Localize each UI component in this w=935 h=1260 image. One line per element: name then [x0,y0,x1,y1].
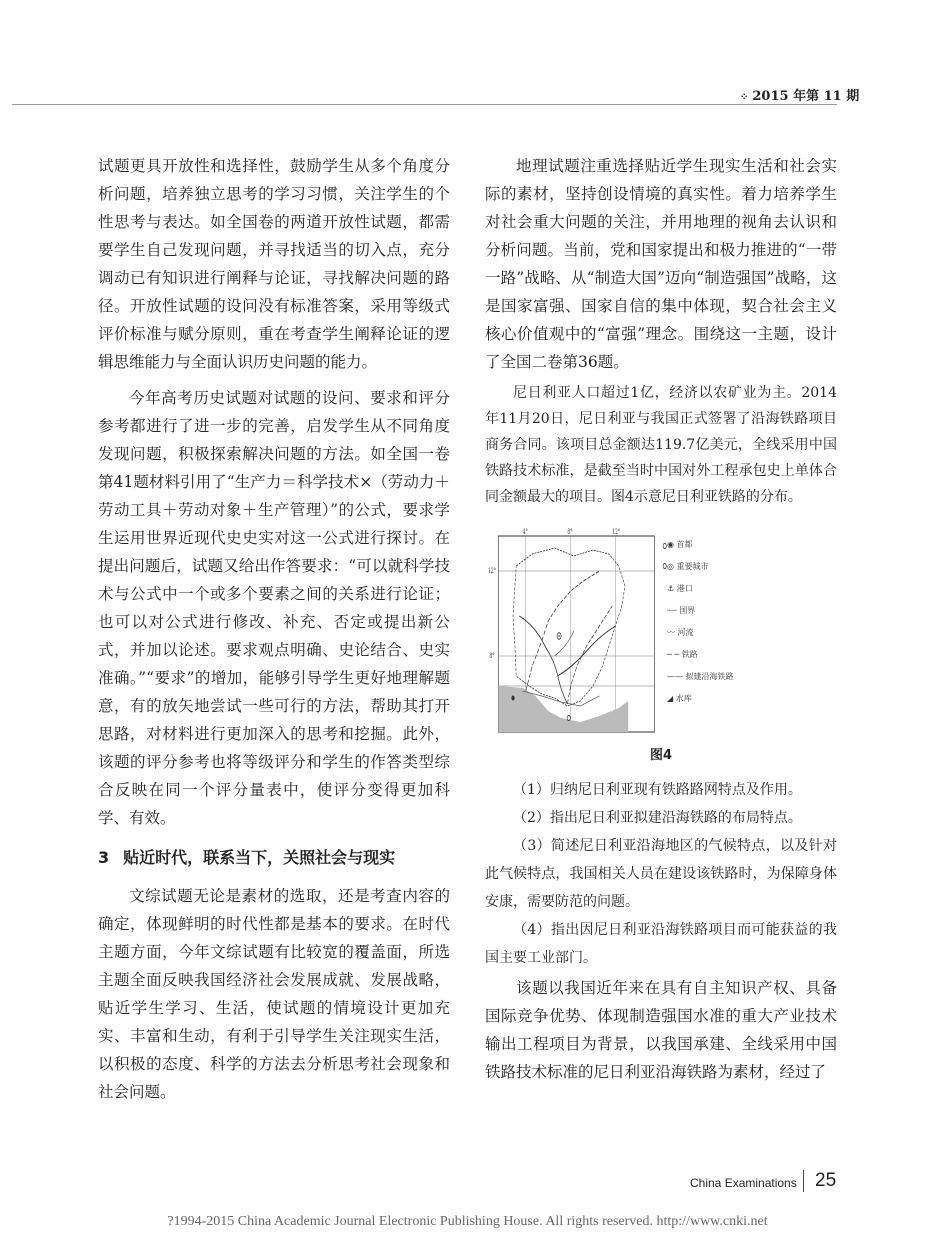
legend-capital: ◉ 首都 [667,540,693,549]
right-paragraph-3: 该题以我国近年来在具有自主知识产权、具备国际竞争优势、体现制造强国水准的重大产业技术输出工程项目为背景，以我国承建、全线采用中国铁路技术标准的尼日利亚沿海铁路为素材，经过了 [485,979,837,1081]
legend-planned-railway: —— 拟建沿海铁路 [667,672,734,681]
figure-caption: 图4 [649,748,673,763]
section-heading [98,844,450,872]
legend-port: ⚓ 港口 [667,584,693,593]
left-paragraph-1: 试题更具开放性和选择性，鼓励学生从多个角度分析问题，培养独立思考的学习习惯，关注学生的个性思考与表达。如全国卷的两道开放性试题，都需要学生自己发现问题，并寻找适当的切入点，充分调动已有知识进行阐释与论证，寻找解决问题的路径。开放性试题的设问没有标准答案，采用等级式评价标准与赋分原则，重在考查学生阐释论证的逻辑思维能力与全面认识历史问题的能力。 [98,157,450,371]
benue-river [558,626,616,676]
page-number: 25 [815,1170,837,1191]
question-2: （2）指出尼日利亚拟建沿海铁路的布局特点。 [513,810,802,826]
right-column [485,152,837,1086]
left-paragraph-3: 文综试题无论是素材的选取，还是考查内容的确定，体现鲜明的时代性都是基本的要求。在时代主题方面，今年文综试题有比较宽的覆盖面，所选主题全面反映我国经济社会发展成就、发展战略，贴近学生学习、生活，使试题的情境设计更加充实、丰富和生动，有利于引导学生关注现实生活，以积极的态度、科学的方法去分析思考社会现象和社会问题。 [98,887,450,1101]
lon-label-2: 8° [567,529,573,537]
legend-list [667,534,762,710]
lon-label-1: 4° [522,529,528,537]
lon-label-3: 12° [612,529,621,537]
section-title: 贴近时代，联系当下，关照社会与现实 [123,848,396,867]
left-column [98,152,450,1106]
left-paragraph-2: 今年高考历史试题对试题的设问、要求和评分参考都进行了进一步的完善，启发学生从不同角度发现问题，积极探索解决问题的方法。如全国一卷第41题材料引用了“生产力＝科学技术×（劳动力＋劳动工具＋劳动对象＋生产管理）”的公式，要求学生运用世界近现代史史实对这一公式进行探讨。在提出问题后，试题又给出作答要求：“可以就科学技术与公式中一个或多个要素之间的关系进行论证；也可以对公式进行修改、补充、否定或提出新公式，并加以论述。要求观点明确、史论结合、史实准确。”“要求”的增加，能够引导学生更好地理解题意，有的放矢地尝试一些可行的方法，帮助其打开思路，对材料进行更加深入的思考和挖掘。此外，该题的评分参考也将等级评分和学生的作答类型综合反映在同一个评分量表中，使评分变得更加科学、有效。 [98,389,450,827]
issue-header [740,85,859,104]
legend-reservoir: ◢ 水库 [667,694,692,703]
legend-border: ┄┄ 国界 [667,606,696,615]
nigeria-railway-map [488,526,747,736]
question-1: （1）归纳尼日利亚现有铁路路网特点及作用。 [513,782,802,798]
sea-area [498,686,628,732]
footer-divider [803,1170,804,1192]
country-border [513,548,625,706]
question-4: （4）指出因尼日利亚沿海铁路项目而可能获益的我国主要工业部门。 [485,922,837,966]
legend-city: ◎ 重要城市 [667,562,709,571]
port-marker [511,696,514,701]
section-number: 3 [98,848,110,867]
right-paragraph-1: 地理试题注重选择贴近学生现实生活和社会实际的素材，坚持创设情境的真实性。着力培养学生对社会重大问题的关注，并用地理的视角去认识和分析问题。当前，党和国家提出和极力推进的“一带一路”战略、从“制造大国”迈向“制造强国”战略，这是国家富强、国家自信的集中体现，契合社会主义核心价值观中的“富强”理念。围绕这一主题，设计了全国二卷第36题。 [485,157,837,371]
legend-river: 〰 河流 [667,628,694,637]
legend-railway: ─ ─ 铁路 [667,650,698,659]
issue-label: 2015 年第 11 期 [752,89,860,104]
lat-label-1: 12° [488,568,496,576]
header-rule [12,104,837,105]
railway-east [567,606,612,704]
question-3: （3）简述尼日利亚沿海地区的气候特点，以及针对此气候特点，我国相关人员在建设该铁路时，为保障身体安康，需要防范的问题。 [485,838,837,910]
map-legend [663,544,666,569]
journal-brand: China Examinations [690,1176,797,1190]
copyright-notice: ?1994-2015 China Academic Journal Electronic Publishing House. All rights reserved. http://www.cnki.net [167,1214,768,1229]
header-dots-icon: ⁘ [740,92,748,103]
right-paragraph-2: 尼日利亚人口超过1亿，经济以农矿业为主。2014年11月20日，尼日利亚与我国正式签署了沿海铁路项目商务合同。该项目总金额达119.7亿美元，全线采用中国铁路技术标准，是截至当时中国对外工程承包史上单体合同金额最大的项目。图4示意尼日利亚铁路的分布。 [485,385,837,505]
lat-label-2: 8° [489,653,495,661]
